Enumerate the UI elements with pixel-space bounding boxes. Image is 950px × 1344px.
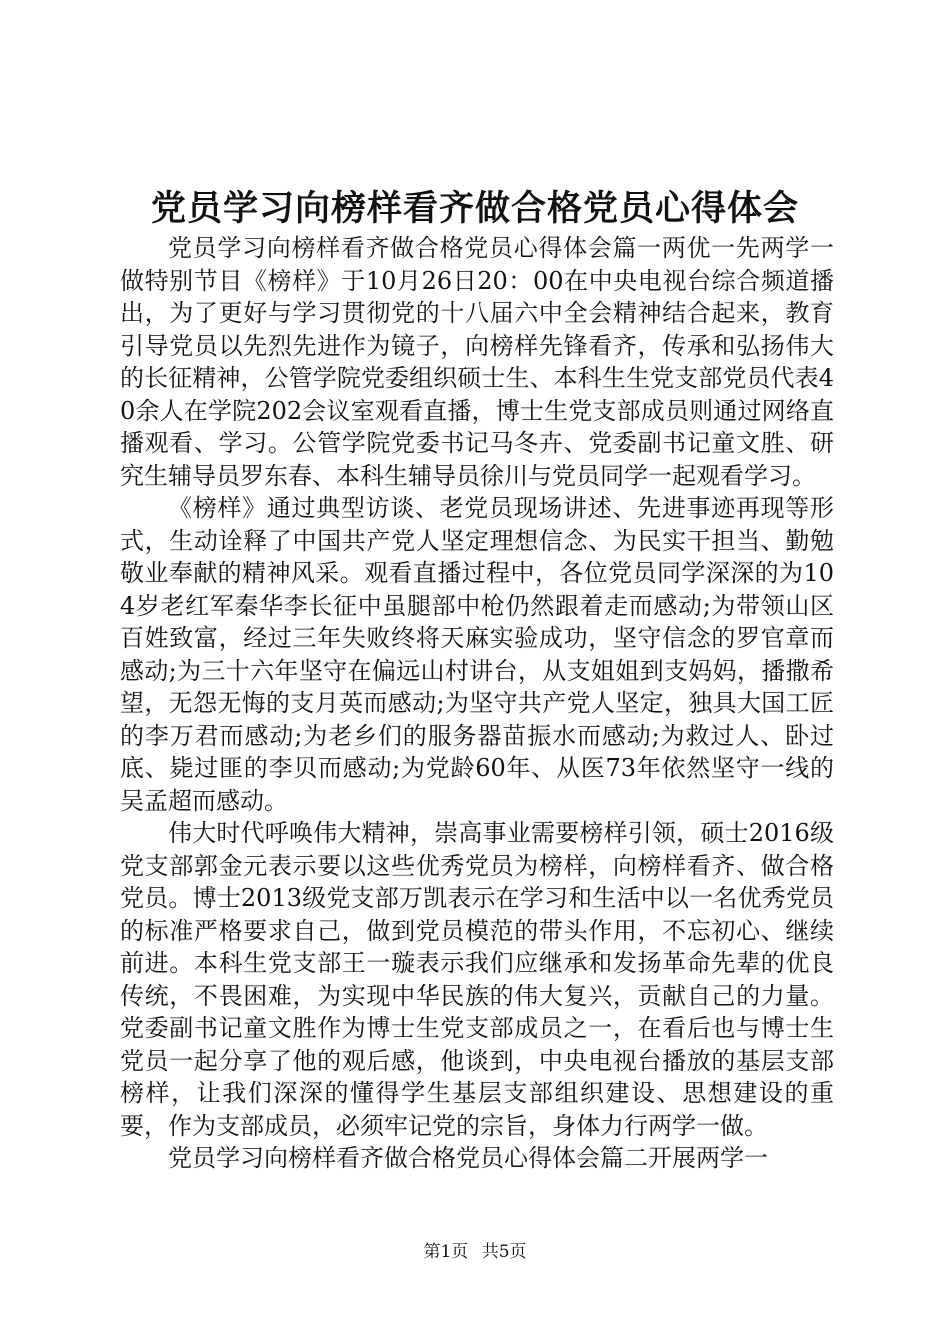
document-body [120,232,834,1175]
paragraph-4: 党员学习向榜样看齐做合格党员心得体会篇二开展两学一 [168,1144,768,1172]
page-total: 共5页 [481,1242,527,1262]
paragraph-1: 党员学习向榜样看齐做合格党员心得体会篇一两优一先两学一做特别节目《榜样》于10月26日20：00在中央电视台综合频道播出，为了更好与学习贯彻党的十八届六中全会精神结合起来，教育引导党员以先烈先进作为镜子，向榜样先锋看齐，传承和弘扬伟大的长征精神，公管学院党委组织硕士生、本科生生党支部党员代表40余人在学院202会议室观看直播，博士生党支部成员则通过网络直播观看、学习。公管学院党委书记马冬卉、党委副书记童文胜、研究生辅导员罗东春、本科生辅导员徐川与党员同学一起观看学习。 [120,234,834,490]
page-footer [0,1240,950,1264]
document-title: 党员学习向榜样看齐做合格党员心得体会 [150,188,799,229]
paragraph-3: 伟大时代呼唤伟大精神，崇高事业需要榜样引领，硕士2016级党支部郭金元表示要以这些优秀党员为榜样，向榜样看齐、做合格党员。博士2013级党支部万凯表示在学习和生活中以一名优秀党员的标准严格要求自己，做到党员模范的带头作用，不忘初心、继续前进。本科生党支部王一璇表示我们应继承和发扬革命先辈的优良传统，不畏困难，为实现中华民族的伟大复兴，贡献自己的力量。党委副书记童文胜作为博士生党支部成员之一，在看后也与博士生党员一起分享了他的观后感，他谈到，中央电视台播放的基层支部榜样，让我们深深的懂得学生基层支部组织建设、思想建设的重要，作为支部成员，必须牢记党的宗旨，身体力行两学一做。 [120,819,834,1140]
page-number: 第1页 [423,1242,469,1262]
paragraph-2: 《榜样》通过典型访谈、老党员现场讲述、先进事迹再现等形式，生动诠释了中国共产党人坚定理想信念、为民实干担当、勤勉敬业奉献的精神风采。观看直播过程中，各位党员同学深深的为104岁老红军秦华李长征中虽腿部中枪仍然跟着走而感动;为带领山区百姓致富，经过三年失败终将天麻实验成功，坚守信念的罗官章而感动;为三十六年坚守在偏远山村讲台，从支姐姐到支妈妈，播撒希望，无怨无悔的支月英而感动;为坚守共产党人坚定，独具大国工匠的李万君而感动;为老乡们的服务器苗振水而感动;为救过人、卧过底、毙过匪的李贝而感动;为党龄60年、从医73年依然坚守一线的吴孟超而感动。 [120,494,834,815]
